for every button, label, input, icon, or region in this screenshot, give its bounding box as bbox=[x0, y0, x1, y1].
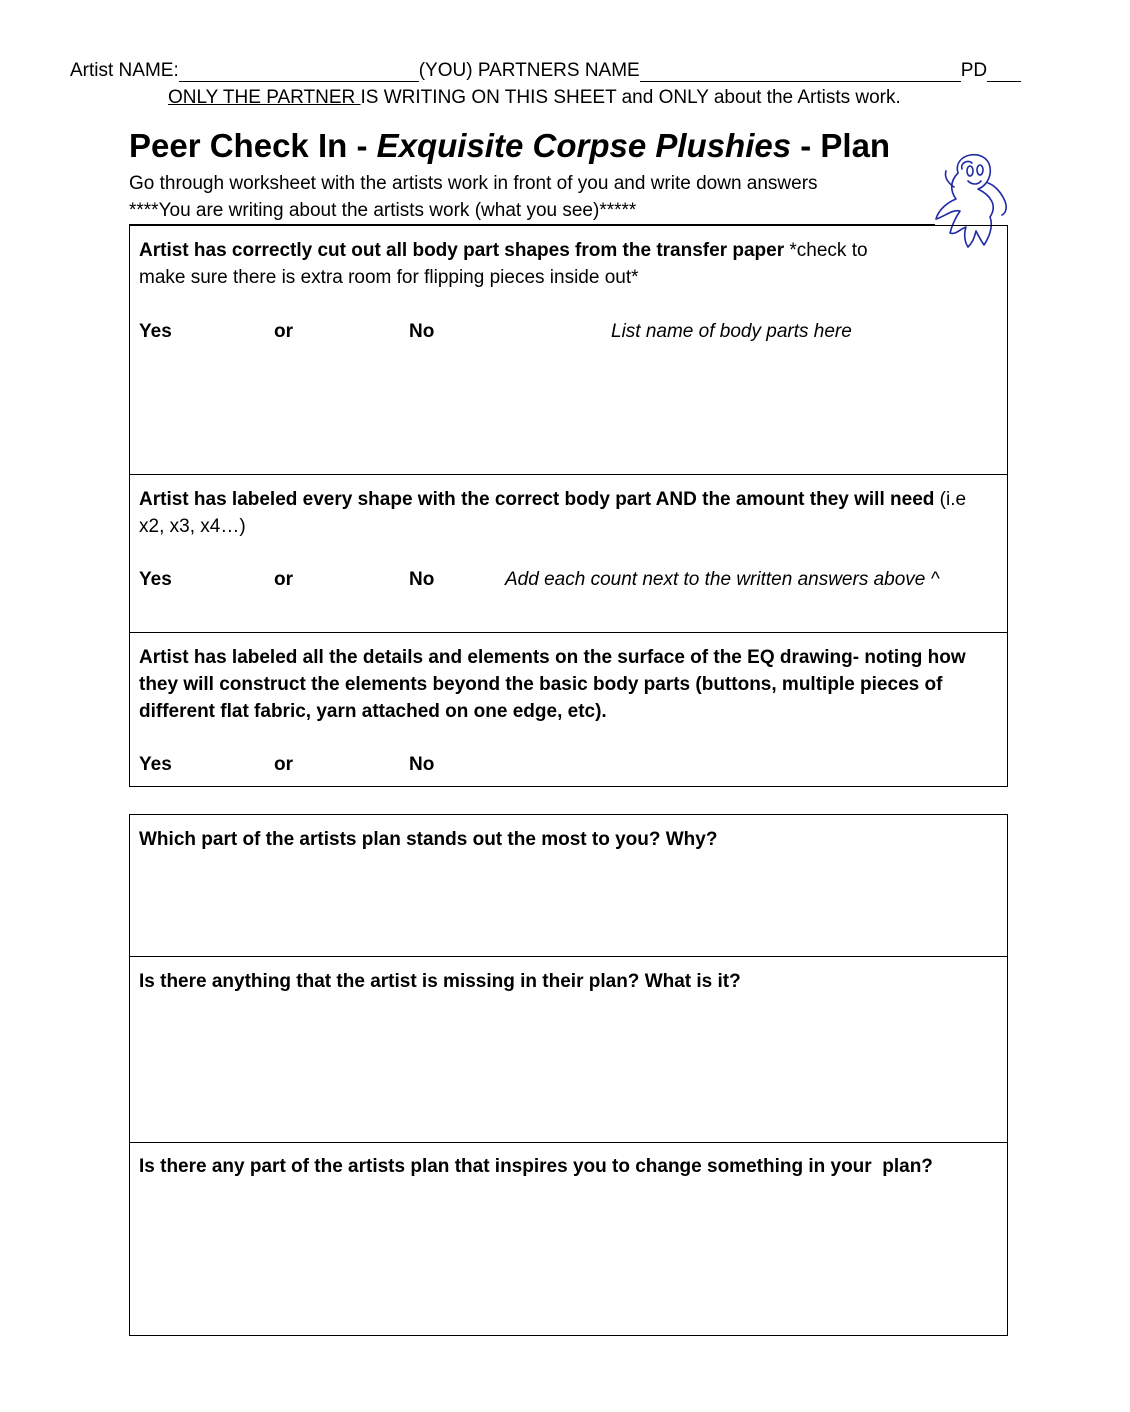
reflection-question: Is there anything that the artist is missing in their plan? What is it? bbox=[139, 971, 741, 992]
checklist-item bbox=[130, 632, 1007, 786]
or-label: or bbox=[274, 569, 293, 590]
or-label: or bbox=[274, 754, 293, 775]
no-option[interactable]: No bbox=[409, 569, 435, 590]
partner-name-field[interactable] bbox=[640, 61, 961, 82]
yes-option[interactable]: Yes bbox=[139, 321, 172, 342]
reflection-item[interactable] bbox=[130, 1142, 1007, 1335]
reflection-question: Which part of the artists plan stands out the most to you? Why? bbox=[139, 829, 718, 850]
reflection-item[interactable] bbox=[130, 956, 1007, 1142]
checklist-question-note: *check to make sure there is extra room for flipping pieces inside out* bbox=[139, 240, 868, 288]
checklist-item bbox=[130, 226, 1007, 475]
partner-notice-text: IS WRITING ON THIS SHEET and ONLY about the Artists work. bbox=[360, 87, 901, 108]
checklist-question: Artist has labeled all the details and elements on the surface of the EQ drawing- noting how they will construct the elements beyond the basic body parts (buttons, multiple pieces of different flat fabric, yarn attached on one edge, etc). bbox=[139, 647, 966, 722]
partner-name-label: (YOU) PARTNERS NAME bbox=[418, 60, 640, 81]
page-title bbox=[129, 127, 890, 165]
instructions-line-2: ****You are writing about the artists work (what you see)***** bbox=[129, 200, 637, 221]
period-field[interactable] bbox=[987, 61, 1021, 82]
yes-option[interactable]: Yes bbox=[139, 569, 172, 590]
period-label: PD bbox=[960, 60, 988, 81]
no-option[interactable]: No bbox=[409, 754, 435, 775]
title-suffix: - Plan bbox=[791, 127, 891, 164]
checklist-item bbox=[130, 474, 1007, 632]
yes-option[interactable]: Yes bbox=[139, 754, 172, 775]
checklist-question-bold: Artist has correctly cut out all body part shapes from the transfer paper bbox=[139, 240, 790, 261]
checklist-hint: List name of body parts here bbox=[611, 321, 852, 342]
reflection-item[interactable] bbox=[130, 815, 1007, 957]
artist-name-label: Artist NAME: bbox=[70, 60, 179, 81]
reflection-question: Is there any part of the artists plan that inspires you to change something in your plan? bbox=[139, 1156, 933, 1177]
partner-notice bbox=[168, 87, 901, 109]
artist-name-field[interactable] bbox=[179, 61, 419, 82]
checklist-question-note: (i.e x2, x3, x4…) bbox=[139, 489, 967, 537]
partner-notice-emphasis: ONLY THE PARTNER bbox=[168, 87, 361, 108]
checklist-question bbox=[139, 486, 969, 540]
checklist-question-bold: Artist has labeled every shape with the correct body part AND the amount they will need bbox=[139, 489, 940, 510]
or-label: or bbox=[274, 321, 293, 342]
checklist-question bbox=[139, 237, 919, 291]
checklist-hint: Add each count next to the written answers above ^ bbox=[505, 569, 940, 590]
checklist-box bbox=[129, 225, 1008, 787]
header-name-line bbox=[70, 60, 1021, 84]
reflection-box bbox=[129, 814, 1008, 1336]
instructions-line-1: Go through worksheet with the artists work in front of you and write down answers bbox=[129, 173, 818, 194]
title-prefix: Peer Check In - bbox=[129, 127, 377, 164]
no-option[interactable]: No bbox=[409, 321, 435, 342]
title-project-name: Exquisite Corpse Plushies bbox=[376, 127, 792, 164]
